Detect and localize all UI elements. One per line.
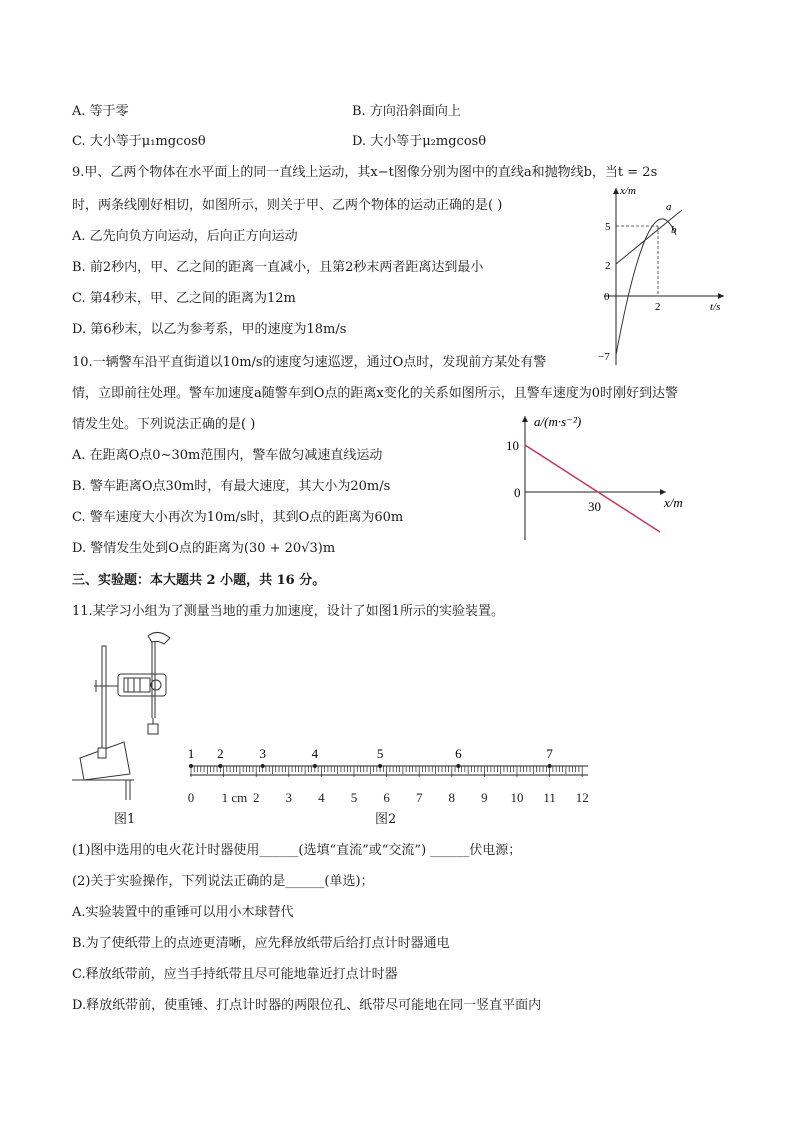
ruler-label: 9 <box>481 790 488 805</box>
ruler-label: 0 <box>187 790 195 805</box>
q11-option-b: B.为了使纸带上的点迹更清晰，应先释放纸带后给打点计时器通电 <box>72 936 450 951</box>
q9-line-a <box>616 210 682 264</box>
ruler-label: 3 <box>285 790 293 805</box>
ruler-label: 7 <box>415 790 423 805</box>
q10-origin-label: 0 <box>514 485 521 500</box>
q10-stem-line1: 10.一辆警车沿平直街道以10m/s的速度匀速巡逻，通过O点时，发现前方某处有警 <box>72 355 547 370</box>
q8-option-c: C. 大小等于μ₁mgcosθ <box>72 134 206 149</box>
q10-stem-line2: 情，立即前往处理。警车加速度a随警车到O点的距离x变化的关系如图所示，且警车速度为0时刚好到达警 <box>72 386 679 401</box>
q9-tick-t2: 2 <box>655 301 661 313</box>
q10-option-d: D. 警情发生处到O点的距离为(30 + 20√3)m <box>72 541 336 556</box>
tape-point-label: 5 <box>376 746 384 761</box>
ruler-label: 1 cm <box>221 790 248 805</box>
tape-point-label: 3 <box>259 746 266 761</box>
q10-option-b: B. 警车距离O点30m时，有最大速度，其大小为20m/s <box>72 479 391 494</box>
q10-x-axis-label: x/m <box>664 495 683 510</box>
q9-xt-graph <box>596 180 736 370</box>
q9-tick-neg7: −7 <box>598 351 610 363</box>
q11-figure-2-ruler <box>180 742 600 808</box>
q10-tick-10: 10 <box>506 438 519 453</box>
q10-ax-graph <box>496 410 716 545</box>
ruler-label: 8 <box>448 790 456 805</box>
tape-point-label: 7 <box>546 746 553 761</box>
q9-y-axis-label: x/m <box>620 185 636 197</box>
q9-label-b: b <box>671 224 677 236</box>
tape-dot <box>378 764 382 768</box>
q10-y-axis-label: a/(m·s⁻²) <box>534 414 582 429</box>
ruler-label: 2 <box>252 790 260 805</box>
q10-tick-30: 30 <box>588 499 601 514</box>
q10-stem-line3: 情发生处。下列说法正确的是( ) <box>72 417 256 432</box>
q10-option-a: A. 在距离O点0∼30m范围内，警车做匀减速直线运动 <box>72 448 383 463</box>
tape-dot <box>261 764 265 768</box>
ruler-label: 6 <box>383 790 390 805</box>
q11-option-c: C.释放纸带前，应当手持纸带且尽可能地靠近打点计时器 <box>72 967 398 982</box>
q8-option-b: B. 方向沿斜面向上 <box>352 104 461 119</box>
q9-stem-line2: 时，两条线刚好相切，如图所示，则关于甲、乙两个物体的运动正确的是( ) <box>72 198 503 213</box>
tape-point-label: 6 <box>455 746 462 761</box>
q11-option-d: D.释放纸带前，使重锤、打点计时器的两限位孔、纸带尽可能地在同一竖直平面内 <box>72 998 542 1013</box>
q11-option-a: A.实验装置中的重锤可以用小木球替代 <box>72 905 294 920</box>
tape-point-label: 2 <box>217 746 224 761</box>
q8-option-d: D. 大小等于μ₂mgcosθ <box>352 134 487 149</box>
ruler-label: 11 <box>543 790 556 805</box>
tape-dot <box>218 764 222 768</box>
ruler-label: 5 <box>350 790 358 805</box>
q9-stem-line1: 9.甲、乙两个物体在水平面上的同一直线上运动，其x−t图像分别为图中的直线a和抛物线b，当t = 2s <box>72 165 658 180</box>
q9-option-b: B. 前2秒内，甲、乙之间的距离一直减小，且第2秒末两者距离达到最小 <box>72 260 484 275</box>
q11-figure-2-caption: 图2 <box>375 812 397 827</box>
ruler-label: 12 <box>575 790 589 805</box>
section-3-heading: 三、实验题：本大题共 2 小题，共 16 分。 <box>72 573 326 588</box>
q9-tick-2: 2 <box>605 260 611 272</box>
q9-label-a: a <box>666 201 672 213</box>
q9-option-a: A. 乙先向负方向运动，后向正方向运动 <box>72 229 298 244</box>
tape-dot <box>548 764 552 768</box>
tape-dot <box>313 764 317 768</box>
q9-tick-5: 5 <box>605 221 611 233</box>
q11-stem: 11.某学习小组为了测量当地的重力加速度，设计了如图1所示的实验装置。 <box>72 604 504 619</box>
q11-figure-1-caption: 图1 <box>114 812 136 827</box>
q11-subquestion-2: (2)关于实验操作，下列说法正确的是______(单选)； <box>72 874 374 889</box>
q10-option-c: C. 警车速度大小再次为10m/s时，其到O点的距离为60m <box>72 510 404 525</box>
q9-origin-label: 0 <box>604 291 610 303</box>
q9-x-axis-label: t/s <box>710 301 721 313</box>
q10-a-x-line <box>525 445 660 532</box>
tape-dot <box>189 764 193 768</box>
tape-point-label: 4 <box>311 746 319 761</box>
q11-figure-1-apparatus <box>68 630 180 802</box>
q11-subquestion-1: (1)图中选用的电火花计时器使用______(选填“直流”或“交流”) ______伏电源； <box>72 843 522 858</box>
q8-option-a: A. 等于零 <box>72 104 129 119</box>
tape-point-label: 1 <box>187 746 195 761</box>
ruler-label: 10 <box>510 790 524 805</box>
q9-option-d: D. 第6秒末，以乙为参考系，甲的速度为18m/s <box>72 322 347 337</box>
ruler-label: 4 <box>318 790 325 805</box>
q9-option-c: C. 第4秒末，甲、乙之间的距离为12m <box>72 291 296 306</box>
tape-dot <box>456 764 460 768</box>
